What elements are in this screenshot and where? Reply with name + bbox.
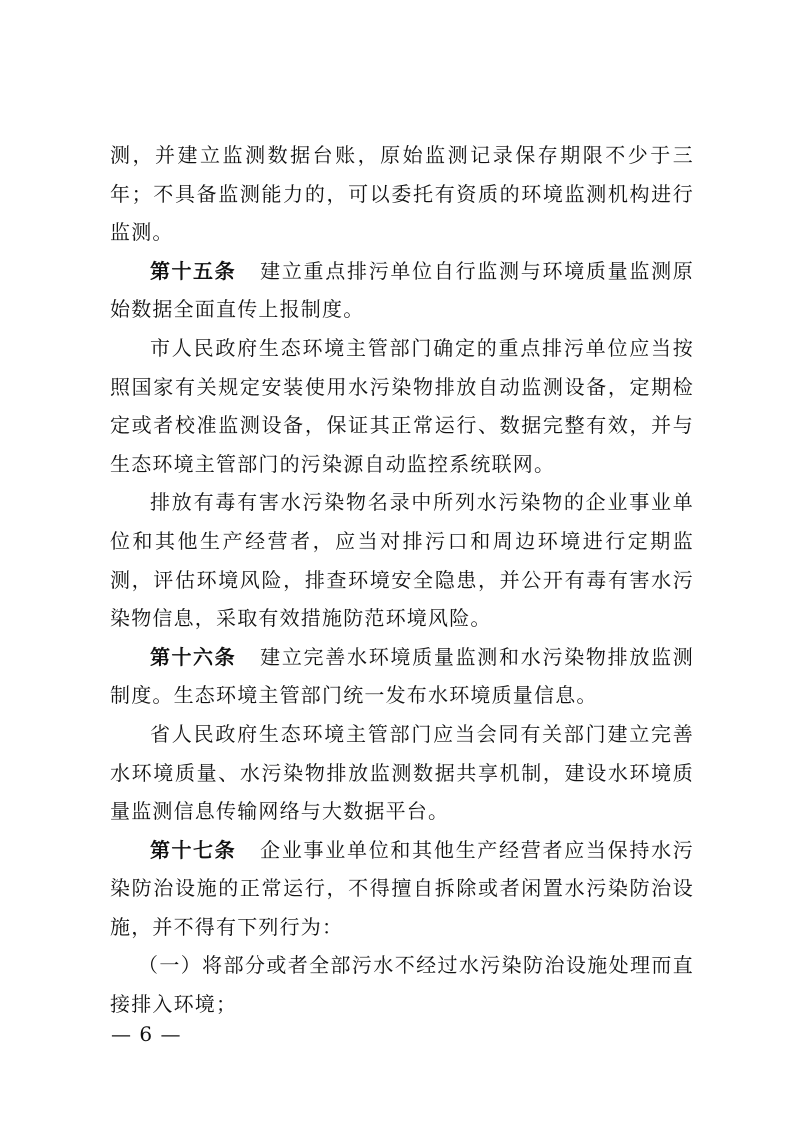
page-number: — 6 — [111,1022,182,1046]
paragraph-text: 省人民政府生态环境主管部门应当会同有关部门建立完善水环境质量、水污染物排放监测数据共享机制，建设水环境质量监测信息传输网络与大数据平台。 [110,721,694,824]
paragraph-text: （一）将部分或者全部污水不经过水污染防治设施处理而直接排入环境； [110,953,694,1017]
article-heading: 第十五条 [150,258,237,283]
paragraph-continuation [110,136,694,252]
article-16-paragraph [110,638,694,715]
paragraph [110,715,694,831]
document-body [110,136,694,1024]
article-17-paragraph [110,831,694,947]
article-15-paragraph [110,252,694,329]
paragraph-text: 建立重点排污单位自行监测与环境质量监测原始数据全面直传上报制度。 [110,258,695,322]
paragraph-text: 建立完善水环境质量监测和水污染物排放监测制度。生态环境主管部门统一发布水环境质量信息。 [110,644,695,708]
paragraph-text: 排放有毒有害水污染物名录中所列水污染物的企业事业单位和其他生产经营者，应当对排污口和周边环境进行定期监测，评估环境风险，排查环境安全隐患，并公开有毒有害水污染物信息，采取有效措施防范环境风险。 [110,490,694,631]
paragraph-text: 市人民政府生态环境主管部门确定的重点排污单位应当按照国家有关规定安装使用水污染物排放自动监测设备，定期检定或者校准监测设备，保证其正常运行、数据完整有效，并与生态环境主管部门的污染源自动监控系统联网。 [110,335,694,476]
paragraph [110,483,694,637]
paragraph-text: 测，并建立监测数据台账，原始监测记录保存期限不少于三年；不具备监测能力的，可以委托有资质的环境监测机构进行监测。 [110,143,694,245]
article-heading: 第十六条 [150,644,237,669]
paragraph-text: 企业事业单位和其他生产经营者应当保持水污染防治设施的正常运行，不得擅自拆除或者闲置水污染防治设施，并不得有下列行为： [110,837,695,939]
paragraph [110,329,694,483]
article-heading: 第十七条 [150,837,237,862]
list-item-paragraph [110,946,694,1023]
